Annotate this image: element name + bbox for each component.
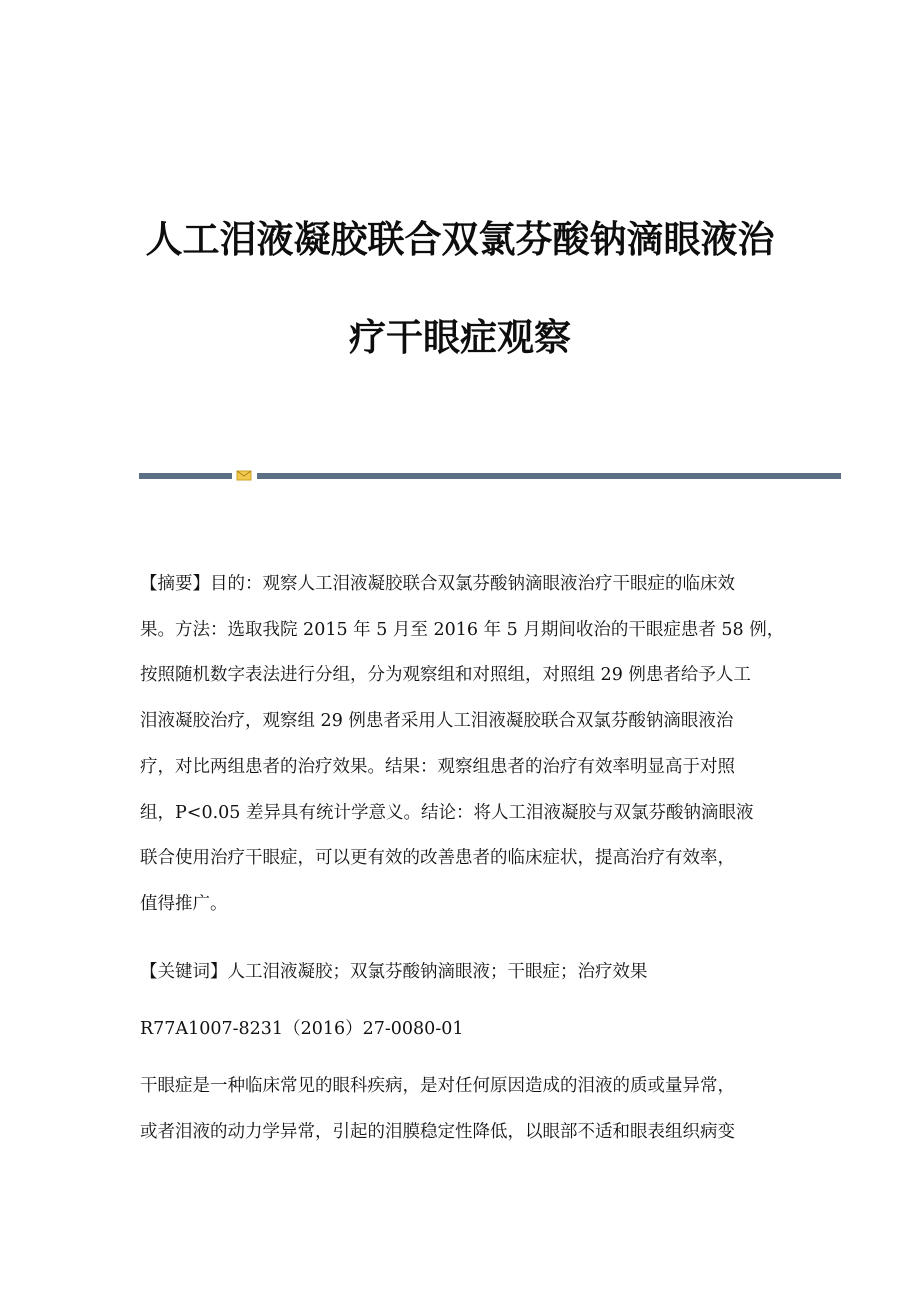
envelope-icon <box>236 469 252 481</box>
body-line: 或者泪液的动力学异常，引起的泪膜稳定性降低，以眼部不适和眼表组织病变 <box>140 1121 735 1142</box>
classification-text: R77A1007-8231（2016）27-0080-01 <box>140 1019 464 1039</box>
title-divider <box>139 469 841 481</box>
body-line: 干眼症是一种临床常见的眼科疾病，是对任何原因造成的泪液的质或量异常， <box>140 1076 735 1096</box>
abstract-line: 值得推广。 <box>140 893 228 914</box>
keywords-line <box>140 950 790 996</box>
abstract-line: 按照随机数字表法进行分组，分为观察组和对照组，对照组 29 例患者给予人工 <box>140 665 751 686</box>
divider-bar-left <box>139 473 232 479</box>
abstract-paragraph <box>140 562 790 928</box>
abstract-line: 疗，对比两组患者的治疗效果。结果：观察组患者的治疗有效率明显高于对照 <box>140 756 735 777</box>
abstract-line: 果。方法：选取我院 2015 年 5 月至 2016 年 5 月期间收治的干眼症患者 58 例， <box>140 619 785 640</box>
abstract-line: 联合使用治疗干眼症，可以更有效的改善患者的临床症状，提高治疗有效率， <box>140 848 735 869</box>
keywords-text: 【关键词】人工泪液凝胶；双氯芬酸钠滴眼液；干眼症；治疗效果 <box>140 962 648 982</box>
body-paragraph <box>140 1064 790 1155</box>
abstract-line: 泪液凝胶治疗，观察组 29 例患者采用人工泪液凝胶联合双氯芬酸钠滴眼液治 <box>140 711 734 732</box>
abstract-line: 【摘要】目的：观察人工泪液凝胶联合双氯芬酸钠滴眼液治疗干眼症的临床效 <box>140 574 735 594</box>
classification-number <box>140 1007 790 1053</box>
page-title-line-2: 疗干眼症观察 <box>349 316 571 359</box>
abstract-line: 组，P<0.05 差异具有统计学意义。结论：将人工泪液凝胶与双氯芬酸钠滴眼液 <box>140 802 754 823</box>
divider-bar-right <box>257 473 841 479</box>
page-title-line-1: 人工泪液凝胶联合双氯芬酸钠滴眼液治 <box>145 218 775 261</box>
